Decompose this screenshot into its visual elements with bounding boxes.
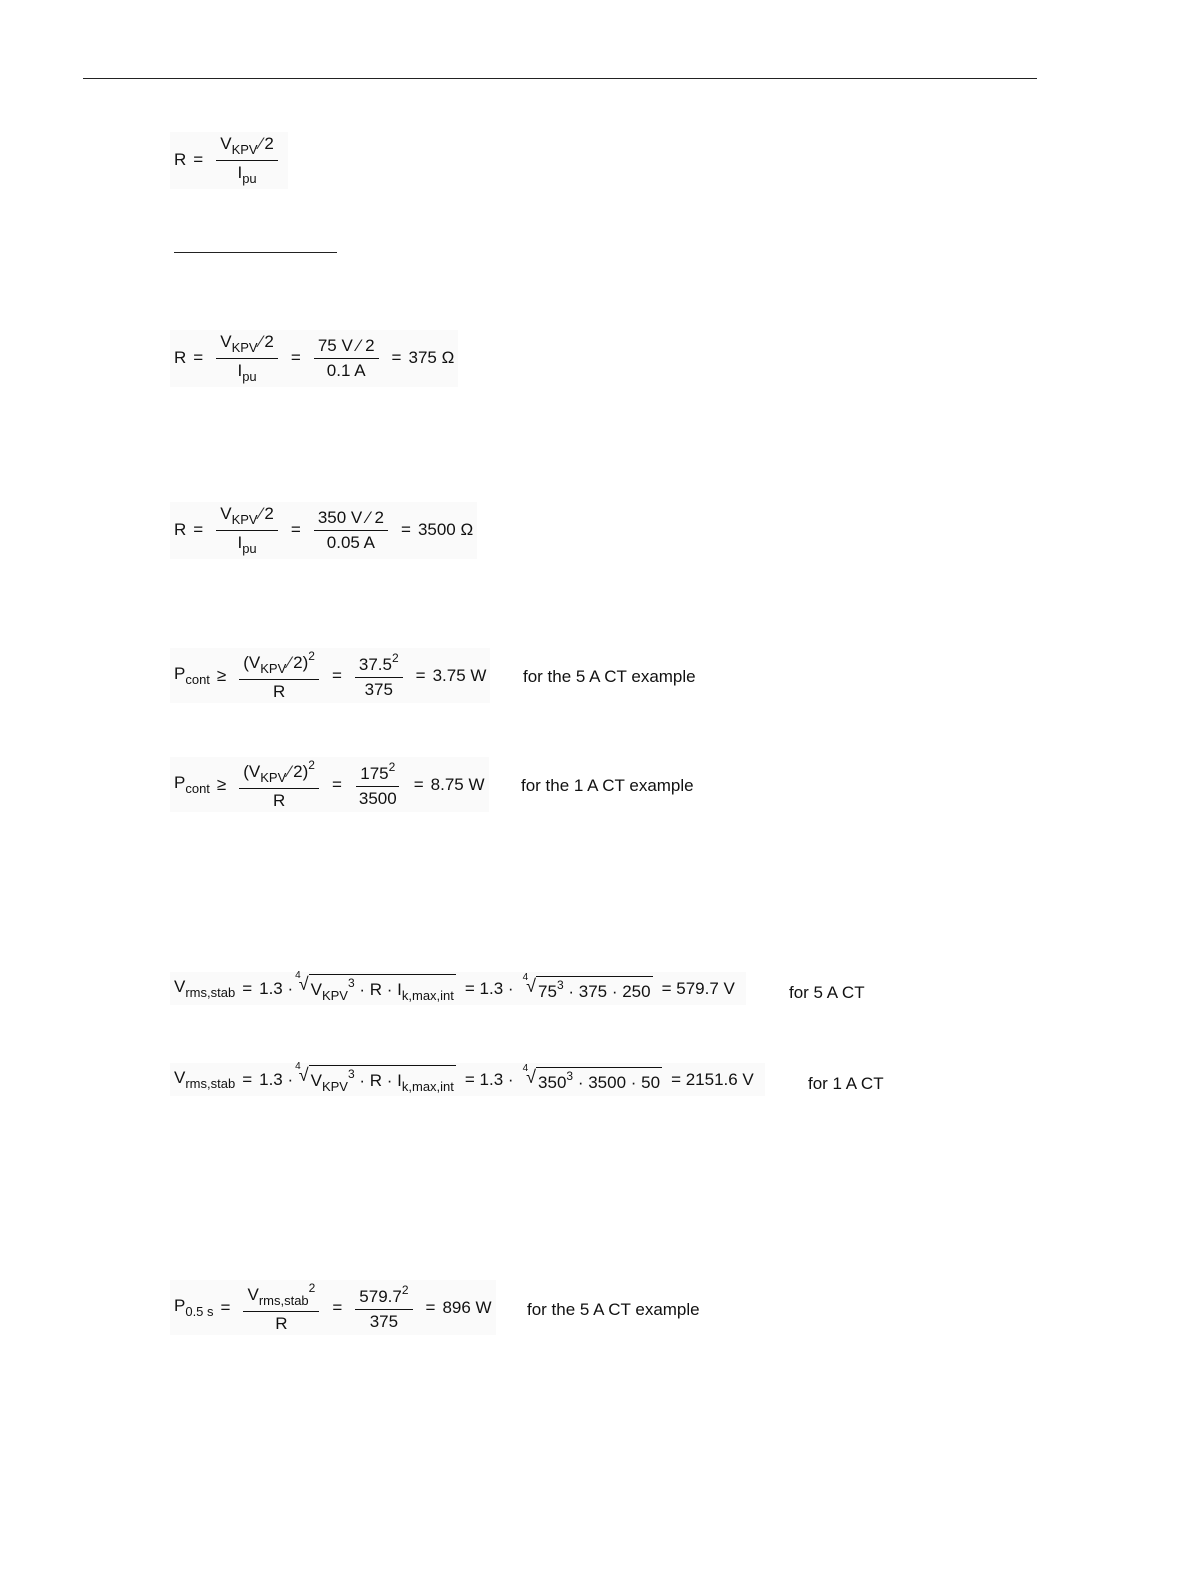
formula-note: for 1 A CT (808, 1074, 884, 1093)
formula-vrms-5a (170, 972, 746, 1005)
equals-sign: = (193, 348, 204, 368)
slash: ⁄ (259, 134, 263, 153)
formula-result: 375 Ω (408, 348, 455, 368)
formula-power-cont-1a (170, 757, 489, 812)
equals-sign: = (242, 978, 253, 998)
radical-sign: √ (298, 974, 309, 994)
formula-power-cont-5a (170, 648, 490, 703)
root-index: 4 (522, 971, 529, 983)
formula-result: 896 W (442, 1297, 492, 1317)
numerator-divisor: 2 (264, 504, 274, 523)
denominator-value: 0.05 A (326, 532, 376, 552)
denominator (233, 359, 260, 385)
fraction-values (355, 1284, 412, 1331)
equals-sign: = (415, 665, 426, 685)
radicand-rest: · 3500 · 50 (577, 1072, 661, 1092)
lhs-subscript: cont (185, 781, 210, 797)
numerator-base: 579.7 (359, 1287, 402, 1307)
lhs-symbol: P (174, 664, 186, 684)
fraction (239, 759, 319, 810)
equals-sign: = 1.3 · (464, 978, 514, 998)
slash: ⁄ (288, 762, 292, 781)
formula-lhs: R (174, 520, 187, 540)
fraction (216, 504, 278, 557)
slash: ⁄ (259, 332, 263, 351)
radicand-base: 75 (538, 981, 557, 1001)
numerator-value: 75 V ⁄ 2 (314, 336, 379, 359)
numerator-value: 350 V ⁄ 2 (314, 508, 388, 531)
radicand-exponent: 3 (347, 1067, 355, 1081)
numerator-symbol: (V (243, 762, 261, 781)
fraction (239, 650, 319, 701)
fourth-root-values (522, 1062, 662, 1093)
lhs-symbol: V (174, 1068, 186, 1087)
radicand (309, 1065, 456, 1094)
equals-sign: = (331, 774, 342, 794)
equals-sign: = (413, 774, 424, 794)
numerator (239, 650, 319, 680)
fraction (243, 1282, 319, 1333)
fourth-root (295, 1061, 456, 1094)
formula-lhs: R (174, 348, 187, 368)
numerator-value (355, 1284, 412, 1310)
numerator-exponent: 2 (308, 1281, 316, 1295)
formula-lhs (174, 1296, 214, 1319)
fraction (216, 332, 278, 385)
numerator-exponent: 2 (391, 651, 399, 666)
numerator-subscript: KPV (231, 340, 258, 355)
lhs-symbol: V (174, 977, 186, 996)
slash: ⁄ (259, 504, 263, 523)
lhs-subscript: rms,stab (185, 985, 236, 1000)
radicand-subscript: KPV (321, 988, 348, 1003)
denominator (233, 161, 260, 187)
numerator (243, 1282, 319, 1312)
formula-lhs (174, 1068, 235, 1091)
numerator-value (356, 761, 399, 787)
radicand-rest: · 375 · 250 (568, 981, 651, 1001)
equals-sign: = (290, 520, 301, 540)
formula-resistance-1a (170, 502, 477, 559)
numerator-exponent: 2 (401, 1283, 409, 1298)
radical-sign: √ (298, 1065, 309, 1085)
formula-power-05s (170, 1280, 496, 1335)
radicand-exponent: 3 (556, 977, 564, 992)
numerator-subscript: rms,stab (258, 1293, 309, 1308)
radicand-exponent: 3 (347, 976, 355, 990)
formula-note: for the 5 A CT example (523, 667, 696, 686)
fraction-values (314, 508, 388, 552)
denominator: R (272, 681, 286, 701)
equals-sign: = (332, 1297, 343, 1317)
numerator (216, 332, 278, 359)
radicand-values (536, 1067, 662, 1093)
formula-lhs (174, 773, 210, 796)
numerator-subscript: KPV (260, 661, 287, 676)
root-index: 4 (295, 970, 301, 981)
numerator-symbol: V (220, 504, 232, 523)
formula-result: = 579.7 V (661, 978, 735, 998)
formula-result: = 2151.6 V (671, 1069, 754, 1089)
numerator-symbol: V (220, 332, 232, 351)
denominator-value: 3500 (358, 788, 397, 808)
numerator-divisor: 2) (293, 653, 309, 672)
radicand-subscript: k,max,int (401, 988, 454, 1003)
formula-resistance-general (170, 132, 288, 189)
radicand-middle: · R · I (359, 980, 402, 999)
radicand-symbol: V (310, 980, 322, 999)
lhs-subscript: rms,stab (185, 1076, 236, 1091)
denominator-subscript: pu (242, 170, 257, 186)
fraction-values (355, 761, 401, 808)
formula-lhs (174, 977, 235, 1000)
lhs-symbol: P (174, 1296, 186, 1316)
equals-sign: = (220, 1297, 231, 1317)
radicand-base: 350 (538, 1072, 567, 1092)
root-index: 4 (522, 1062, 529, 1074)
denominator: R (272, 790, 286, 810)
denominator-value: 375 (369, 1311, 399, 1331)
numerator-exponent: 2 (308, 649, 315, 663)
denominator-subscript: pu (242, 540, 257, 556)
denominator-subscript: pu (242, 368, 257, 384)
denominator-symbol: I (237, 162, 243, 182)
numerator-exponent: 2 (388, 760, 396, 775)
radicand-values (536, 976, 653, 1002)
numerator-subscript: KPV (260, 770, 287, 785)
header-rule (83, 78, 1037, 79)
denominator (233, 531, 260, 557)
numerator-symbol: (V (243, 653, 261, 672)
formula-result: 3.75 W (432, 665, 487, 685)
equals-sign: = (331, 665, 342, 685)
greater-equal-sign: ≥ (216, 774, 227, 794)
equals-sign: = (401, 520, 411, 540)
equals-sign: = (193, 150, 204, 170)
denominator-value: 0.1 A (326, 360, 366, 380)
lhs-subscript: 0.5 s (185, 1304, 214, 1320)
numerator-value (355, 652, 403, 678)
numerator-base: 37.5 (358, 655, 392, 675)
numerator-divisor: 2 (264, 332, 274, 351)
coefficient: 1.3 · (259, 1069, 294, 1089)
numerator-divisor: 2 (264, 134, 274, 153)
fraction-values (355, 652, 403, 699)
formula-result: 8.75 W (430, 774, 485, 794)
lhs-symbol: P (174, 773, 186, 793)
radicand-exponent: 3 (566, 1068, 574, 1083)
fourth-root-values (522, 971, 653, 1002)
greater-equal-sign: ≥ (216, 665, 227, 685)
equals-sign: = 1.3 · (464, 1069, 514, 1089)
slash: ⁄ (288, 653, 292, 672)
radical-sign: √ (526, 1066, 537, 1087)
formula-resistance-5a (170, 330, 458, 387)
formula-lhs: R (174, 150, 187, 170)
radicand-middle: · R · I (359, 1071, 402, 1090)
radical-sign: √ (526, 975, 537, 996)
numerator-symbol: V (220, 134, 232, 153)
equals-sign: = (193, 520, 204, 540)
section-rule (174, 252, 337, 253)
formula-lhs (174, 664, 210, 687)
radicand (309, 974, 456, 1003)
formula-note: for the 5 A CT example (527, 1300, 700, 1319)
fraction (216, 134, 278, 187)
formula-note: for 5 A CT (789, 983, 865, 1002)
numerator (216, 134, 278, 161)
denominator: R (275, 1313, 288, 1333)
equals-sign: = (290, 348, 301, 368)
numerator-subscript: KPV (231, 142, 258, 157)
numerator (239, 759, 319, 789)
numerator-exponent: 2 (308, 758, 315, 772)
equals-sign: = (242, 1069, 253, 1089)
denominator-symbol: I (237, 532, 243, 552)
equals-sign: = (425, 1297, 436, 1317)
root-index: 4 (295, 1061, 301, 1072)
equals-sign: = (391, 348, 402, 368)
radicand-subscript: k,max,int (401, 1079, 454, 1094)
formula-note: for the 1 A CT example (521, 776, 694, 795)
radicand-symbol: V (310, 1071, 322, 1090)
coefficient: 1.3 · (259, 978, 294, 998)
formula-result: 3500 Ω (417, 520, 474, 540)
fourth-root (295, 970, 456, 1003)
numerator-base: 175 (360, 764, 389, 784)
fraction-values (314, 336, 379, 380)
numerator-subscript: KPV (231, 512, 258, 527)
formula-vrms-1a (170, 1063, 765, 1096)
denominator-value: 375 (364, 679, 393, 699)
radicand-subscript: KPV (321, 1079, 348, 1094)
denominator-symbol: I (237, 360, 243, 380)
numerator-divisor: 2) (293, 762, 309, 781)
numerator (216, 504, 278, 531)
numerator-symbol: V (247, 1285, 259, 1304)
lhs-subscript: cont (185, 672, 210, 688)
